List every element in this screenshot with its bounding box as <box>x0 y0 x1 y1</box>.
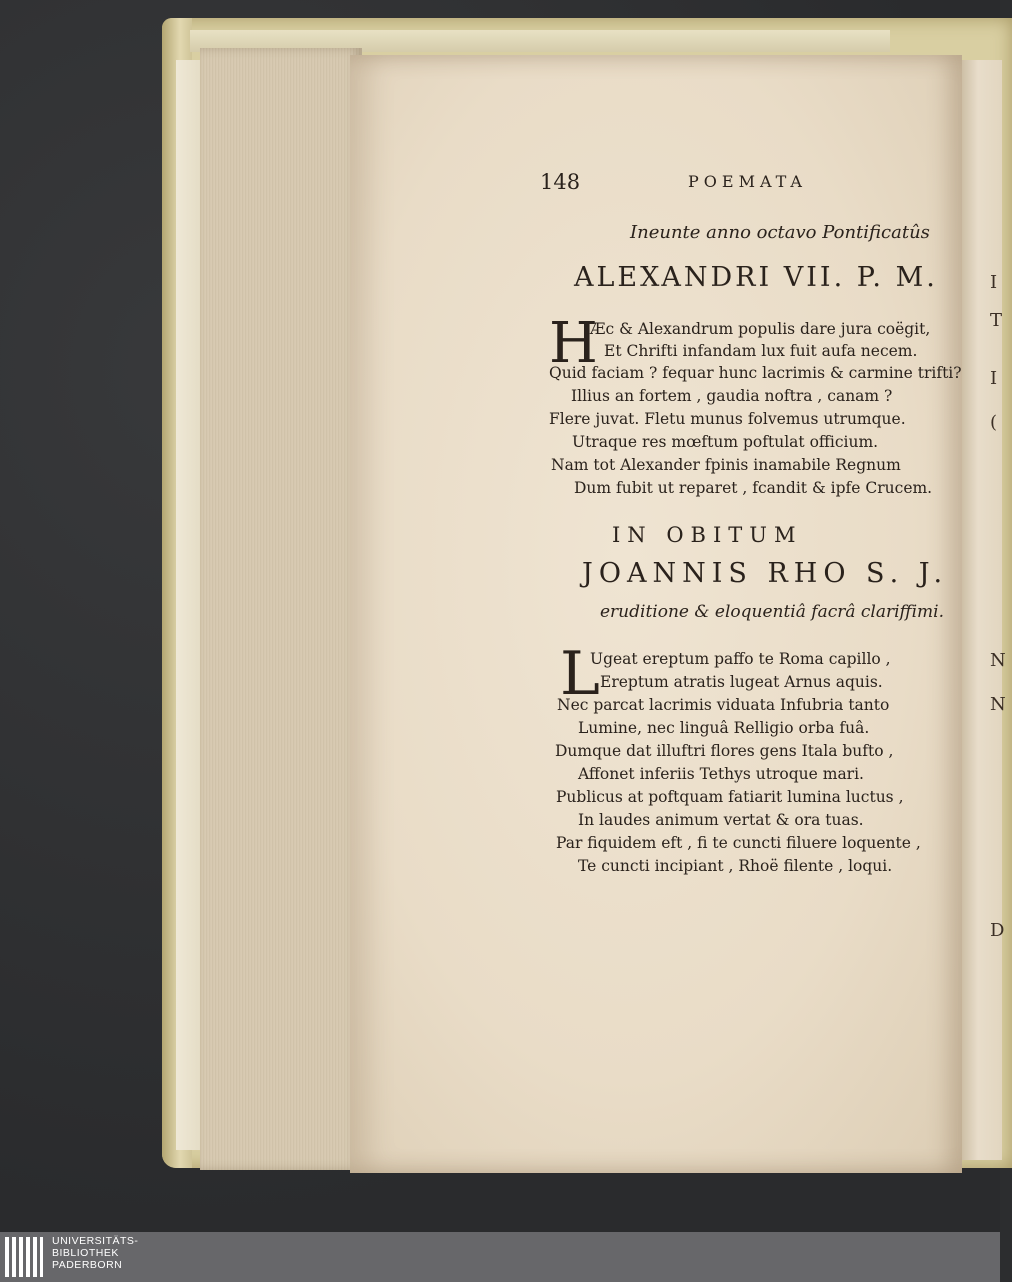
next-page-char: N <box>990 694 1006 715</box>
poem2-line: In laudes animum vertat & ora tuas. <box>578 811 864 829</box>
next-page-char: I <box>990 272 998 293</box>
poem2-line: Te cuncti incipiant , Rhoë filente , loqui. <box>578 857 893 875</box>
poem1-heading-line1: Ineunte anno octavo Pontificatûs <box>630 222 930 243</box>
poem2-heading-line3: eruditione & eloquentiâ facrâ clariffimi. <box>600 602 945 622</box>
poem1-line: Illius an fortem , gaudia noftra , canam ? <box>571 387 893 405</box>
poem2-line: Par fiquidem eft , fi te cuncti filuere loquente , <box>556 834 921 852</box>
poem1-heading-line2: ALEXANDRI VII. P. M. <box>574 262 938 293</box>
poem2-line: Lumine, nec linguâ Relligio orba fuâ. <box>578 719 870 737</box>
poem1-line: Nam tot Alexander fpinis inamabile Regnum <box>551 456 901 474</box>
next-page-char: ( <box>990 412 998 433</box>
poem1-line: Et Chrifti infandam lux fuit aufa necem. <box>604 342 918 360</box>
left-page-block <box>176 60 202 1150</box>
next-page-char: N <box>990 650 1006 671</box>
library-name-line2: BIBLIOTHEK <box>52 1247 119 1259</box>
poem2-line: Nec parcat lacrimis viduata Infubria tanto <box>557 696 890 714</box>
next-page-char: D <box>990 920 1005 941</box>
page-number: 148 <box>540 170 581 194</box>
library-name-line1: UNIVERSITÄTS- <box>52 1235 139 1247</box>
poem2-heading-line1: IN OBITUM <box>612 523 803 547</box>
running-head: POEMATA <box>688 172 807 191</box>
poem2-line: Ugeat ereptum paffo te Roma capillo , <box>590 650 891 668</box>
next-page-char: T <box>990 310 1003 331</box>
poem2-heading-line2: JOANNIS RHO S. J. <box>582 558 949 589</box>
poem2-line: Affonet inferiis Tethys utroque mari. <box>578 765 864 783</box>
poem2-line: Publicus at poftquam fatiarit lumina luctus , <box>556 788 904 806</box>
poem2-line: Ereptum atratis lugeat Arnus aquis. <box>600 673 883 691</box>
poem1-line: Dum fubit ut reparet , fcandit & ipfe Crucem. <box>574 479 933 497</box>
poem1-line: Utraque res mœftum poftulat officium. <box>572 433 879 451</box>
poem1-drop-cap: H <box>549 311 598 376</box>
next-page-char: I <box>990 368 998 389</box>
poem1-line: Flere juvat. Fletu munus folvemus utrumque. <box>549 410 906 428</box>
page-stack-edges <box>200 48 362 1170</box>
library-name-line3: PADERBORN <box>52 1259 123 1271</box>
next-page-edge <box>962 60 1005 1160</box>
library-logo-icon <box>5 1237 43 1277</box>
poem2-drop-cap: L <box>560 639 600 709</box>
library-footer-bar <box>0 1232 1000 1282</box>
poem1-line: Æc & Alexandrum populis dare jura coëgit, <box>590 320 931 338</box>
poem1-line: Quid faciam ? fequar hunc lacrimis & carmine trifti? <box>549 364 962 382</box>
poem2-line: Dumque dat illuftri flores gens Itala bufto , <box>555 742 894 760</box>
